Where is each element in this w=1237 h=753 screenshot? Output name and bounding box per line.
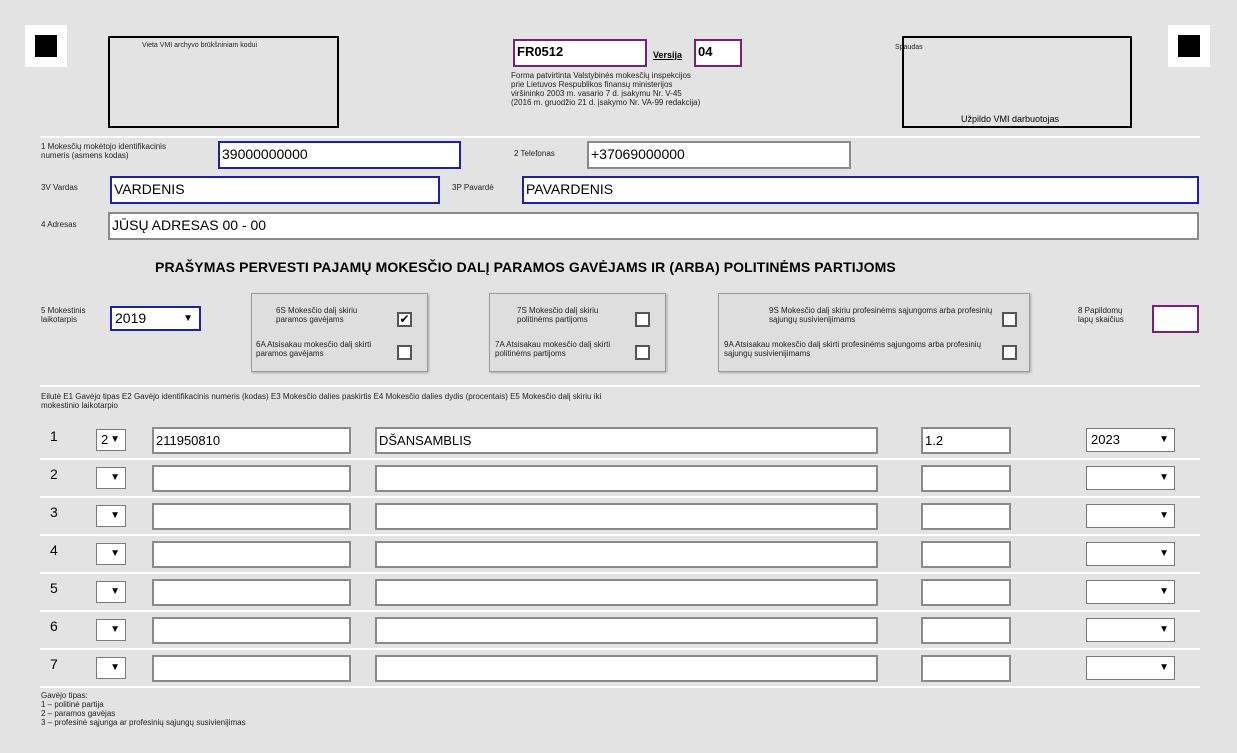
recipient-type-select[interactable] (96, 505, 126, 527)
address-input[interactable]: JŪSŲ ADRESAS 00 - 00 (108, 212, 1199, 240)
stamp-footer: Užpildo VMI darbuotojas (961, 114, 1060, 124)
purpose-input[interactable] (375, 579, 878, 606)
until-year-select[interactable] (1086, 542, 1175, 566)
checkbox-9s[interactable] (1002, 312, 1017, 327)
approval-text: Forma patvirtinta Valstybinės mokesčių inspekcijos prie Lietuvos Respublikos finansų ministerijos viršininko 2003 m. vasario 7 d. įsakymu Nr. V-45 (2016 m. gruodžio 21 d. įsakymo Nr. VA-99 redakcija) (511, 71, 701, 107)
row-number: 5 (50, 580, 58, 596)
row-separator (40, 648, 1200, 650)
until-year-select[interactable]: 2023 ▼ (1086, 428, 1175, 452)
purpose-input[interactable] (375, 465, 878, 492)
stamp-label: Spaudas (895, 44, 923, 51)
row-separator (40, 496, 1200, 498)
phone-label: 2 Telefonas (514, 149, 555, 158)
row-separator (40, 686, 1200, 688)
address-label: 4 Adresas (41, 220, 77, 229)
chevron-down-icon: ▼ (1159, 662, 1169, 673)
recipient-type-select[interactable] (96, 467, 126, 489)
chevron-down-icon: ▼ (110, 472, 120, 483)
row-separator (40, 458, 1200, 460)
until-year-select[interactable] (1086, 618, 1175, 642)
corner-marker-left (25, 25, 67, 67)
percent-input[interactable]: 1.2 (921, 427, 1011, 454)
version-value: 04 (694, 39, 742, 67)
chevron-down-icon: ▼ (1159, 624, 1169, 635)
surname-label: 3P Pavardė (452, 183, 494, 192)
chevron-down-icon: ▼ (1159, 548, 1169, 559)
extra-pages-label: 8 Papildomų lapų skaičius (1078, 306, 1124, 324)
corner-marker-right (1168, 25, 1210, 67)
stamp-box (895, 36, 1132, 128)
until-year-select[interactable] (1086, 656, 1175, 680)
checkbox-7s[interactable] (635, 312, 650, 327)
chevron-down-icon: ▼ (1159, 434, 1169, 445)
version-label: Versija (653, 50, 683, 60)
recipient-id-input[interactable] (152, 617, 351, 644)
row-separator (40, 610, 1200, 612)
recipient-id-input[interactable] (152, 655, 351, 682)
form-title: PRAŠYMAS PERVESTI PAJAMŲ MOKESČIO DALĮ PARAMOS GAVĖJAMS IR (ARBA) POLITINĖMS PARTIJOMS (155, 259, 896, 275)
until-year-select[interactable] (1086, 580, 1175, 604)
recipient-type-select[interactable] (96, 581, 126, 603)
name-label: 3V Vardas (41, 183, 78, 192)
until-year-select[interactable] (1086, 466, 1175, 490)
purpose-input[interactable] (375, 503, 878, 530)
chevron-down-icon: ▼ (183, 313, 193, 324)
chevron-down-icon: ▼ (110, 510, 120, 521)
period-select[interactable]: 2019 ▼ (110, 306, 201, 331)
row-number: 4 (50, 542, 58, 558)
until-year-select[interactable] (1086, 504, 1175, 528)
form-code: FR0512 (513, 39, 647, 67)
recipient-type-select[interactable] (96, 657, 126, 679)
checkbox-6s[interactable]: ✔ (397, 312, 412, 327)
surname-input[interactable]: PAVARDENIS (522, 176, 1199, 204)
recipient-id-input[interactable] (152, 503, 351, 530)
percent-input[interactable] (921, 503, 1011, 530)
row-number: 3 (50, 504, 58, 520)
row-number: 1 (50, 428, 58, 444)
recipient-type-select[interactable] (96, 543, 126, 565)
barcode-label: Vieta VMI archyvo brūkšniniam kodui (142, 42, 258, 49)
percent-input[interactable] (921, 617, 1011, 644)
option-group-6: 6S Mokesčio dalį skiriu paramos gavėjams ✔ 6A Atsisakau mokesčio dalį skirti paramos gavėjams (251, 293, 428, 372)
chevron-down-icon: ▼ (1159, 510, 1169, 521)
purpose-input[interactable] (375, 541, 878, 568)
extra-pages-input[interactable] (1152, 305, 1199, 333)
row-number: 6 (50, 618, 58, 634)
chevron-down-icon: ▼ (110, 586, 120, 597)
row-number: 2 (50, 466, 58, 482)
checkbox-7a[interactable] (635, 345, 650, 360)
id-input[interactable]: 39000000000 (218, 141, 461, 169)
option-group-7: 7S Mokesčio dalį skiriu politinėms partijoms 7A Atsisakau mokesčio dalį skirti politinėms partijoms (489, 293, 666, 372)
recipient-type-legend: Gavėjo tipas: 1 – politinė partija 2 – paramos gavėjas 3 – profesinė sąjunga ar profesinių sąjungų susivienijimas (41, 691, 246, 727)
checkbox-6a[interactable] (397, 345, 412, 360)
purpose-input[interactable] (375, 617, 878, 644)
chevron-down-icon: ▼ (1159, 586, 1169, 597)
percent-input[interactable] (921, 655, 1011, 682)
recipient-type-select[interactable]: 2 ▼ (96, 429, 126, 451)
barcode-box (108, 36, 339, 128)
option-group-9: 9S Mokesčio dalį skiriu profesinėms sąjungoms arba profesinių sąjungų susivienijimams 9A Atsisakau mokesčio dalį skirti profesinėms sąjungoms arba profesinių sąjungų susivienijimams (718, 293, 1030, 372)
chevron-down-icon: ▼ (110, 662, 120, 673)
purpose-input[interactable] (375, 655, 878, 682)
table-header: Eilutė E1 Gavėjo tipas E2 Gavėjo identifikacinis numeris (kodas) E3 Mokesčio dalies paskirtis E4 Mokesčio dalies dydis (procentais) E5 Mokesčio dalį skiriu iki mokestinio laikotarpio (41, 392, 602, 410)
recipient-type-select[interactable] (96, 619, 126, 641)
checkbox-9a[interactable] (1002, 345, 1017, 360)
phone-input[interactable]: +37069000000 (587, 141, 851, 169)
chevron-down-icon: ▼ (110, 624, 120, 635)
chevron-down-icon: ▼ (110, 548, 120, 559)
row-separator (40, 572, 1200, 574)
chevron-down-icon: ▼ (110, 434, 120, 445)
name-input[interactable]: VARDENIS (110, 176, 440, 204)
id-label: 1 Mokesčių mokėtojo identifikacinis numeris (asmens kodas) (41, 142, 166, 160)
purpose-input[interactable]: DŠANSAMBLIS (375, 427, 878, 454)
recipient-id-input[interactable]: 211950810 (152, 427, 351, 454)
row-separator (40, 534, 1200, 536)
percent-input[interactable] (921, 579, 1011, 606)
percent-input[interactable] (921, 541, 1011, 568)
period-label: 5 Mokestinis laikotarpis (41, 306, 86, 324)
chevron-down-icon: ▼ (1159, 472, 1169, 483)
percent-input[interactable] (921, 465, 1011, 492)
recipient-id-input[interactable] (152, 465, 351, 492)
row-number: 7 (50, 656, 58, 672)
recipient-id-input[interactable] (152, 541, 351, 568)
recipient-id-input[interactable] (152, 579, 351, 606)
